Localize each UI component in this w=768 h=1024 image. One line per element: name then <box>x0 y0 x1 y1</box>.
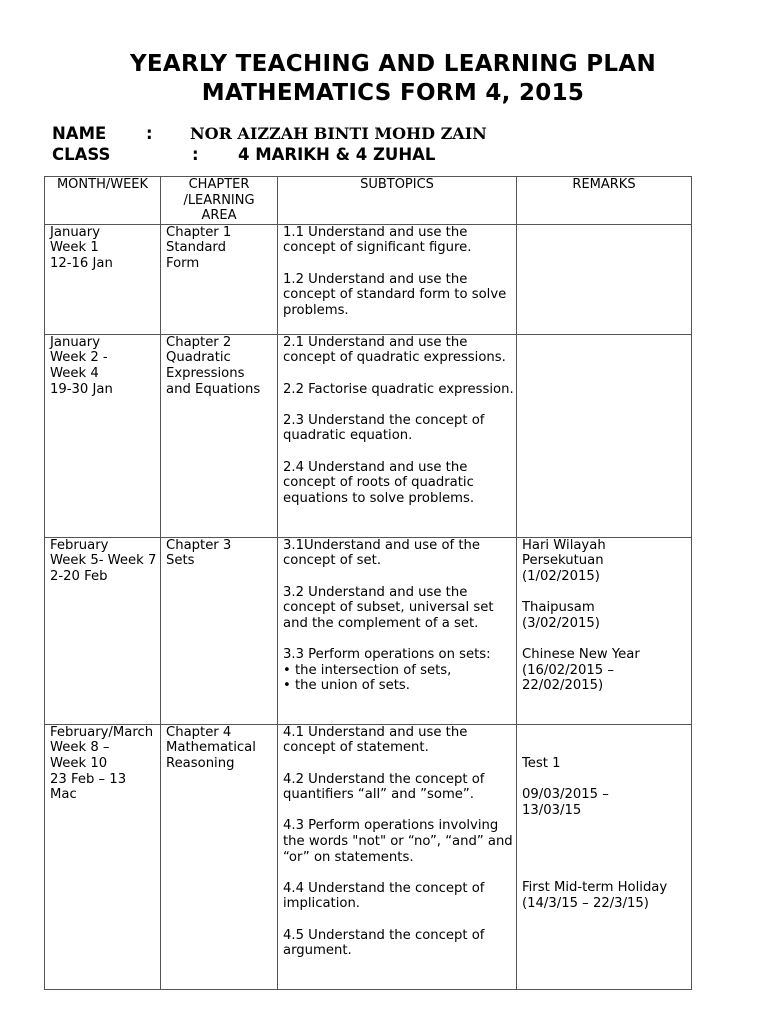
table-row <box>45 537 692 724</box>
chapter-line: Chapter 4 <box>166 724 232 740</box>
subtopic-item: 2.4 Understand and use the concept of roots of quadratic equations to solve problems. <box>283 459 475 506</box>
chapter-line: Form <box>166 255 200 271</box>
subtopics-cell <box>278 334 517 537</box>
chapter-line: Mathematical <box>166 740 256 756</box>
chapter-line: Chapter 2 <box>166 334 232 350</box>
subtopics-cell <box>278 537 517 724</box>
remark-item: Test 1 <box>522 755 561 771</box>
month-line: 12-16 Jan <box>50 255 113 271</box>
month-cell <box>45 724 161 989</box>
remark-item: Hari Wilayah Persekutuan (1/02/2015) <box>522 537 606 584</box>
month-cell <box>45 537 161 724</box>
chapter-line: Chapter 1 <box>166 224 232 240</box>
remarks-cell <box>517 334 692 537</box>
name-label: NAME <box>52 124 107 143</box>
table-header-row <box>45 177 692 225</box>
remark-item: 09/03/2015 – 13/03/15 <box>522 786 609 818</box>
month-line: Week 8 – <box>50 740 110 756</box>
chapter-line: Reasoning <box>166 755 235 771</box>
table-row <box>45 224 692 334</box>
chapter-line: Quadratic <box>166 350 231 366</box>
remark-item: Thaipusam (3/02/2015) <box>522 600 600 631</box>
subtopic-item: 2.1 Understand and use the concept of quadratic expressions. <box>283 334 506 366</box>
month-line: Week 10 <box>50 755 108 771</box>
remarks-cell <box>517 724 692 989</box>
subtopic-item: 4.5 Understand the concept of argument. <box>283 927 485 959</box>
subtopic-item: 4.3 Perform operations involving the words "not" or “no”, “and” and “or” on statements. <box>283 818 513 865</box>
header-subtopics: SUBTOPICS <box>278 177 517 225</box>
class-value: 4 MARIKH & 4 ZUHAL <box>238 145 436 164</box>
chapter-cell <box>161 334 278 537</box>
chapter-line: Standard <box>166 240 226 256</box>
subtopic-item: 1.1 Understand and use the concept of significant figure. <box>283 224 472 256</box>
chapter-line: Chapter 3 <box>166 537 232 553</box>
subtopic-item: 2.3 Understand the concept of quadratic equation. <box>283 412 485 444</box>
month-line: 2-20 Feb <box>50 568 108 584</box>
document-title <box>0 50 768 108</box>
table-row <box>45 334 692 537</box>
subtopic-item: 4.4 Understand the concept of implication. <box>283 880 485 912</box>
remarks-cell <box>517 224 692 334</box>
chapter-cell <box>161 724 278 989</box>
chapter-cell <box>161 224 278 334</box>
table-row <box>45 724 692 989</box>
month-line: Week 5- Week 7 <box>50 553 157 569</box>
month-line: February/March <box>50 724 154 740</box>
remark-item: Chinese New Year (16/02/2015 – 22/02/2015) <box>522 646 640 694</box>
month-cell <box>45 224 161 334</box>
month-line: Week 2 - <box>50 350 108 366</box>
bullet-item: • the union of sets. <box>283 678 410 694</box>
month-cell <box>45 334 161 537</box>
title-line-1: YEARLY TEACHING AND LEARNING PLAN <box>129 51 657 77</box>
chapter-line: and Equations <box>166 381 261 397</box>
title-line-2: MATHEMATICS FORM 4, 2015 <box>201 80 585 106</box>
chapter-line: Sets <box>166 553 195 569</box>
subtopic-item: 3.2 Understand and use the concept of subset, universal set and the complement of a set. <box>283 584 494 631</box>
header-chapter: CHAPTER /LEARNING AREA <box>161 177 278 225</box>
remarks-cell <box>517 537 692 724</box>
chapter-line: Expressions <box>166 365 245 381</box>
month-line: Mac <box>50 787 77 803</box>
class-colon: : <box>192 145 199 164</box>
month-line: Week 1 <box>50 240 99 256</box>
month-line: January <box>50 334 100 350</box>
header-remarks: REMARKS <box>517 177 692 225</box>
month-line: January <box>50 224 100 240</box>
remark-item: First Mid-term Holiday (14/3/15 – 22/3/15) <box>522 880 668 911</box>
subtopic-item: 4.1 Understand and use the concept of statement. <box>283 724 468 756</box>
name-colon: : <box>146 124 153 143</box>
bullet-item: • the intersection of sets, <box>283 662 452 678</box>
month-line: 19-30 Jan <box>50 381 113 397</box>
class-label: CLASS <box>52 145 111 164</box>
subtopic-item: 1.2 Understand and use the concept of standard form to solve problems. <box>283 271 507 318</box>
subtopic-item: 2.2 Factorise quadratic expression. <box>283 381 514 397</box>
subtopic-item: 3.1Understand and use of the concept of set. <box>283 537 481 569</box>
month-line: 23 Feb – 13 <box>50 771 127 787</box>
subtopics-cell <box>278 724 517 989</box>
subtopics-cell <box>278 224 517 334</box>
month-line: February <box>50 537 109 553</box>
teaching-plan-table <box>44 176 692 990</box>
subtopic-item: 4.2 Understand the concept of quantifiers “all” and ”some”. <box>283 771 485 803</box>
month-line: Week 4 <box>50 365 99 381</box>
name-value: NOR AIZZAH BINTI MOHD ZAIN <box>190 124 487 143</box>
subtopic-item: 3.3 Perform operations on sets: <box>283 646 491 662</box>
header-month-week: MONTH/WEEK <box>45 177 161 225</box>
chapter-cell <box>161 537 278 724</box>
